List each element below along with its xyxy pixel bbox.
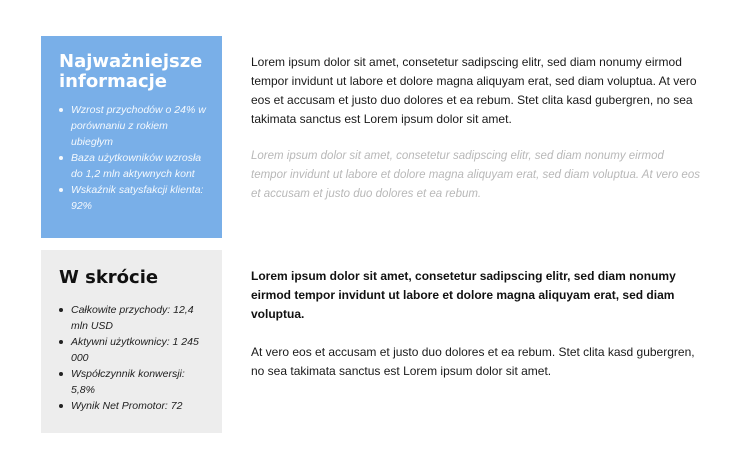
highlight-item: Wzrost przychodów o 24% w porównaniu z rokiem ubiegłym bbox=[59, 102, 206, 150]
summary-item: Wynik Net Promotor: 72 bbox=[59, 398, 206, 414]
paragraph-4: At vero eos et accusam et justo duo dolores et ea rebum. Stet clita kasd gubergren, no sea takimata sanctus est Lorem ipsum dolor sit amet. bbox=[251, 345, 695, 378]
content-paragraph-secondary bbox=[251, 343, 701, 381]
content-paragraph-bold bbox=[251, 267, 701, 324]
highlights-list bbox=[59, 102, 206, 214]
summary-item: Aktywni użytkownicy: 1 245 000 bbox=[59, 334, 206, 366]
paragraph-3: Lorem ipsum dolor sit amet, consetetur sadipscing elitr, sed diam nonumy eirmod tempor invidunt ut labore et dolore magna aliquyam erat, sed diam voluptua. bbox=[251, 269, 676, 321]
summary-item: Współczynnik konwersji: 5,8% bbox=[59, 366, 206, 398]
content-paragraph-muted bbox=[251, 147, 701, 204]
summary-list bbox=[59, 302, 206, 414]
paragraph-1: Lorem ipsum dolor sit amet, consetetur sadipscing elitr, sed diam nonumy eirmod tempor invidunt ut labore et dolore magna aliquyam erat, sed diam voluptua. At vero eos et accusam et justo duo dolores et ea rebum. Stet clita kasd gubergren, no sea takimata sanctus est Lorem ipsum dolor sit amet. bbox=[251, 55, 697, 126]
highlight-item: Wskaźnik satysfakcji klienta: 92% bbox=[59, 182, 206, 214]
summary-item: Całkowite przychody: 12,4 mln USD bbox=[59, 302, 206, 334]
paragraph-2: Lorem ipsum dolor sit amet, consetetur sadipscing elitr, sed diam nonumy eirmod tempor invidunt ut labore et dolore magna aliquyam erat, sed diam voluptua. At vero eos et accusam et justo duo dolores et ea rebum. bbox=[251, 150, 700, 200]
summary-card-title: W skrócie bbox=[59, 267, 159, 288]
content-paragraph-primary bbox=[251, 53, 701, 129]
highlights-card bbox=[41, 36, 222, 238]
summary-card bbox=[41, 250, 222, 433]
highlights-card-title: Najważniejsze informacje bbox=[59, 51, 203, 93]
highlight-item: Baza użytkowników wzrosła do 1,2 mln aktywnych kont bbox=[59, 150, 206, 182]
